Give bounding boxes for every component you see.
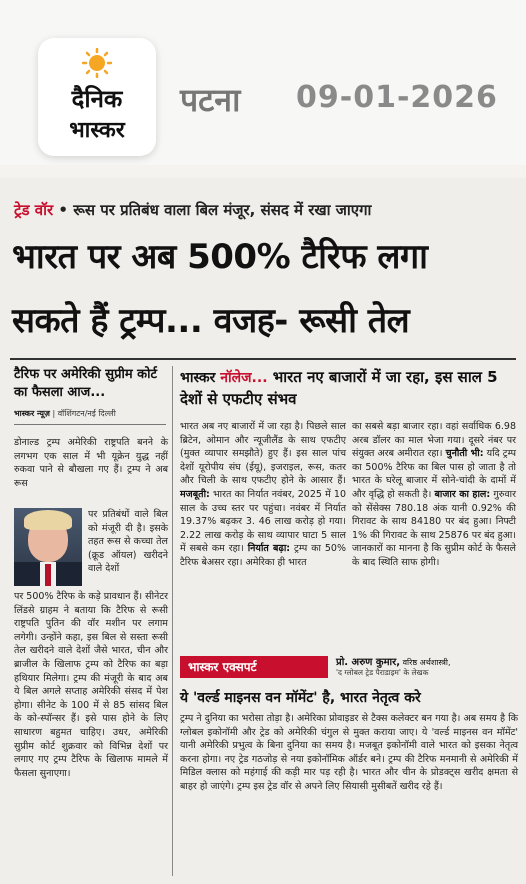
trump-photo (14, 508, 82, 586)
expert-name-main: प्रो. अरुण कुमार, (336, 657, 401, 668)
expert-name-suffix: वरिष्ठ अर्थशास्त्री, (400, 658, 451, 667)
knowledge-brand-a: भास्कर (180, 370, 216, 386)
logo-text-bhaskar: भास्कर (69, 118, 125, 143)
article-kicker (14, 200, 371, 220)
kicker-tag: ट्रेड वॉर (14, 201, 54, 219)
left-subheadline: टैरिफ पर अमेरिकी सुप्रीम कोर्ट का फैसला आज... (14, 367, 158, 400)
expert-body: ट्रम्प ने दुनिया का भरोसा तोड़ा है। अमेरिका प्रोवाइडर से टैक्स कलेक्टर बन गया है। अब समय है कि ग्लोबल इकोनॉमी और ट्रेड को अमेरिकी चंगुल से मुक्त कराया जाए। ये 'वर्ल्ड माइनस वन मॉमेंट' यानी अमेरिकी प्रभुत्व के बिना दुनिया का समय है। मजबूत इकोनॉमी वाले भारत को इसका नेतृत्व करना होगा। नए ट्रेड गठजोड़ से नया इकोनॉमिक ऑर्डर बने। ट्रम्प की टैरिफ मनमानी से अमेरिकी में मिडिल क्लास को महंगाई की कड़ी मार पड़ रही है। भारत और चीन के प्रोडक्ट्स खरीद क्षमता से बाहर हो जाएंगे। ट्रम्प इस ट्रेड वॉर से अपने लिए सियासी मुसीबतें खरीद रहे हैं। (180, 713, 518, 792)
mid-label-majbooti: मजबूती: (180, 488, 210, 500)
right-para2: यदि ट्रम्प का 500% टैरिफ का बिल पास हो जाता है तो भारत के घरेलू बाजार में सोने-चांदी के दामों में और वृद्धि हो सकती है। (352, 448, 516, 500)
right-column-text (352, 420, 516, 570)
knowledge-title: भारत नए बाजारों में जा रहा, इस साल 5 देशों से एफटीए संभव (180, 368, 498, 408)
edition-city: पटना (180, 81, 241, 119)
left-column (14, 366, 166, 425)
left-body-para2: पर 500% टैरिफ के कड़े प्रावधान हैं। सीनेटर लिंडसे ग्राहम ने बताया कि टैरिफ से रूसी राष्ट्रपति पुतिन की वॉर मशीन पर लगाम लगेगी। उन्होंने कहा, इस बिल से सस्ता रूसी तेल खरीदने वाले देशों जैसे भारत, चीन और ब्राजील के खिलाफ ट्रम्प को टैरिफ का बड़ा हथियार मिलेगा। ट्रम्प की मंजूरी के बाद अब ये बिल अगले सप्ताह अमेरिकी संसद में पेश होगा। सीनेट के 100 में से 85 सांसद बिल के को-स्पॉन्सर हैं। इसे पास होने के लिए साधारण बहुमत चाहिए। उधर, अमेरिकी सुप्रीम कोर्ट शुक्रवार को विभिन्न देशों पर लगाए गए ट्रम्प टैरिफ के खिलाफ मामले में फैसला सुनाएगा। (14, 591, 168, 779)
mid-para3: ट्रम्प का 50% टैरिफ बेअसर रहा। अमेरिका ही भारत (180, 543, 346, 568)
photo-hair (24, 510, 72, 530)
knowledge-heading (180, 366, 518, 410)
right-label-chunauti: चुनौती भी: (445, 448, 484, 460)
knowledge-brand-b: नॉलेज... (215, 370, 268, 386)
sun-icon (82, 48, 112, 78)
knowledge-brand (180, 370, 268, 386)
edition-date: 09-01-2026 (296, 80, 498, 115)
column-divider (172, 366, 173, 876)
left-body-para1: डोनाल्ड ट्रम्प अमेरिकी राष्ट्रपति बनने के लगभग एक साल में भी यूक्रेन युद्ध नहीं रुकवा पाने से बौखला गए हैं। ट्रम्प ने अब रूस (14, 437, 168, 489)
headline-line2: सकते हैं ट्रम्प... वजह- रूसी तेल (12, 301, 410, 341)
byline-place: | वॉशिंगटन/नई दिल्ली (49, 409, 116, 418)
right-para1: का सबसे बड़ा बाजार रहा। वहां सर्वाधिक 6.98 अरब डॉलर का माल भेजा गया। दूसरे नंबर पर संयुक्त अरब अमीरात रहा। (352, 421, 516, 460)
left-body-wrap: पर प्रतिबंधों वाले बिल को मंजूरी दी है। इसके तहत रूस से कच्चा तेल (क्रूड ऑयल) खरीदने वाले देशों (88, 509, 168, 575)
headline-line1: भारत पर अब 500% टैरिफ लगा (12, 237, 428, 277)
middle-column-text (180, 420, 346, 570)
dainik-bhaskar-logo (38, 38, 156, 156)
expert-role: 'द ग्लोबल ट्रेड पैराडाइम' के लेखक (336, 668, 429, 677)
expert-bar (180, 652, 518, 682)
expert-tag: भास्कर एक्सपर्ट (180, 656, 328, 678)
expert-headline: ये 'वर्ल्ड माइनस वन मॉमेंट' है, भारत नेतृत्व करे (180, 690, 421, 706)
byline (14, 408, 166, 425)
mid-para2: भारत का निर्यात नवंबर, 2025 में 10 साल के उच्च स्तर पर पहुंचा। नवंबर में निर्यात 19.37% बढ़कर 3. 46 लाख करोड़ हो गया। 2.22 लाख करोड़ के साथ व्यापार घाटा 5 साल में सबसे कम रहा। (180, 488, 346, 555)
photo-tie (45, 564, 51, 586)
headline-divider (10, 358, 516, 360)
logo-text-dainik: दैनिक (71, 85, 123, 113)
expert-name (336, 654, 451, 668)
byline-agency: भास्कर न्यूज़ (14, 409, 50, 418)
right-para3: गुरुवार को सेंसेक्स 780.18 अंक यानी 0.92% की गिरावट के साथ 84180 पर बंद हुआ। निफ्टी 1% की गिरावट के साथ 25876 पर बंद हुआ। जानकारों का मानना है कि सुप्रीम कोर्ट के फैसले के बाद स्थिति साफ होगी। (352, 488, 517, 568)
right-label-bazaar: बाजार का हाल: (434, 488, 491, 500)
header (0, 0, 526, 165)
mid-para1: भारत अब नए बाजारों में जा रहा है। पिछले साल ब्रिटेन, ओमान और न्यूजीलैंड के साथ एफटीए (मुक्त व्यापार समझौते) हुए हैं। इस साल पांच देशों यूरोपीय संघ (ईयू), इजराइल, रूस, कतर और चिली के साथ एफटीए होने के आसार हैं। (180, 421, 346, 487)
kicker-text: • रूस पर प्रतिबंध वाला बिल मंजूर, संसद में रखा जाएगा (53, 201, 372, 219)
mid-label-niryat: निर्यात बढ़ा: (247, 543, 291, 555)
